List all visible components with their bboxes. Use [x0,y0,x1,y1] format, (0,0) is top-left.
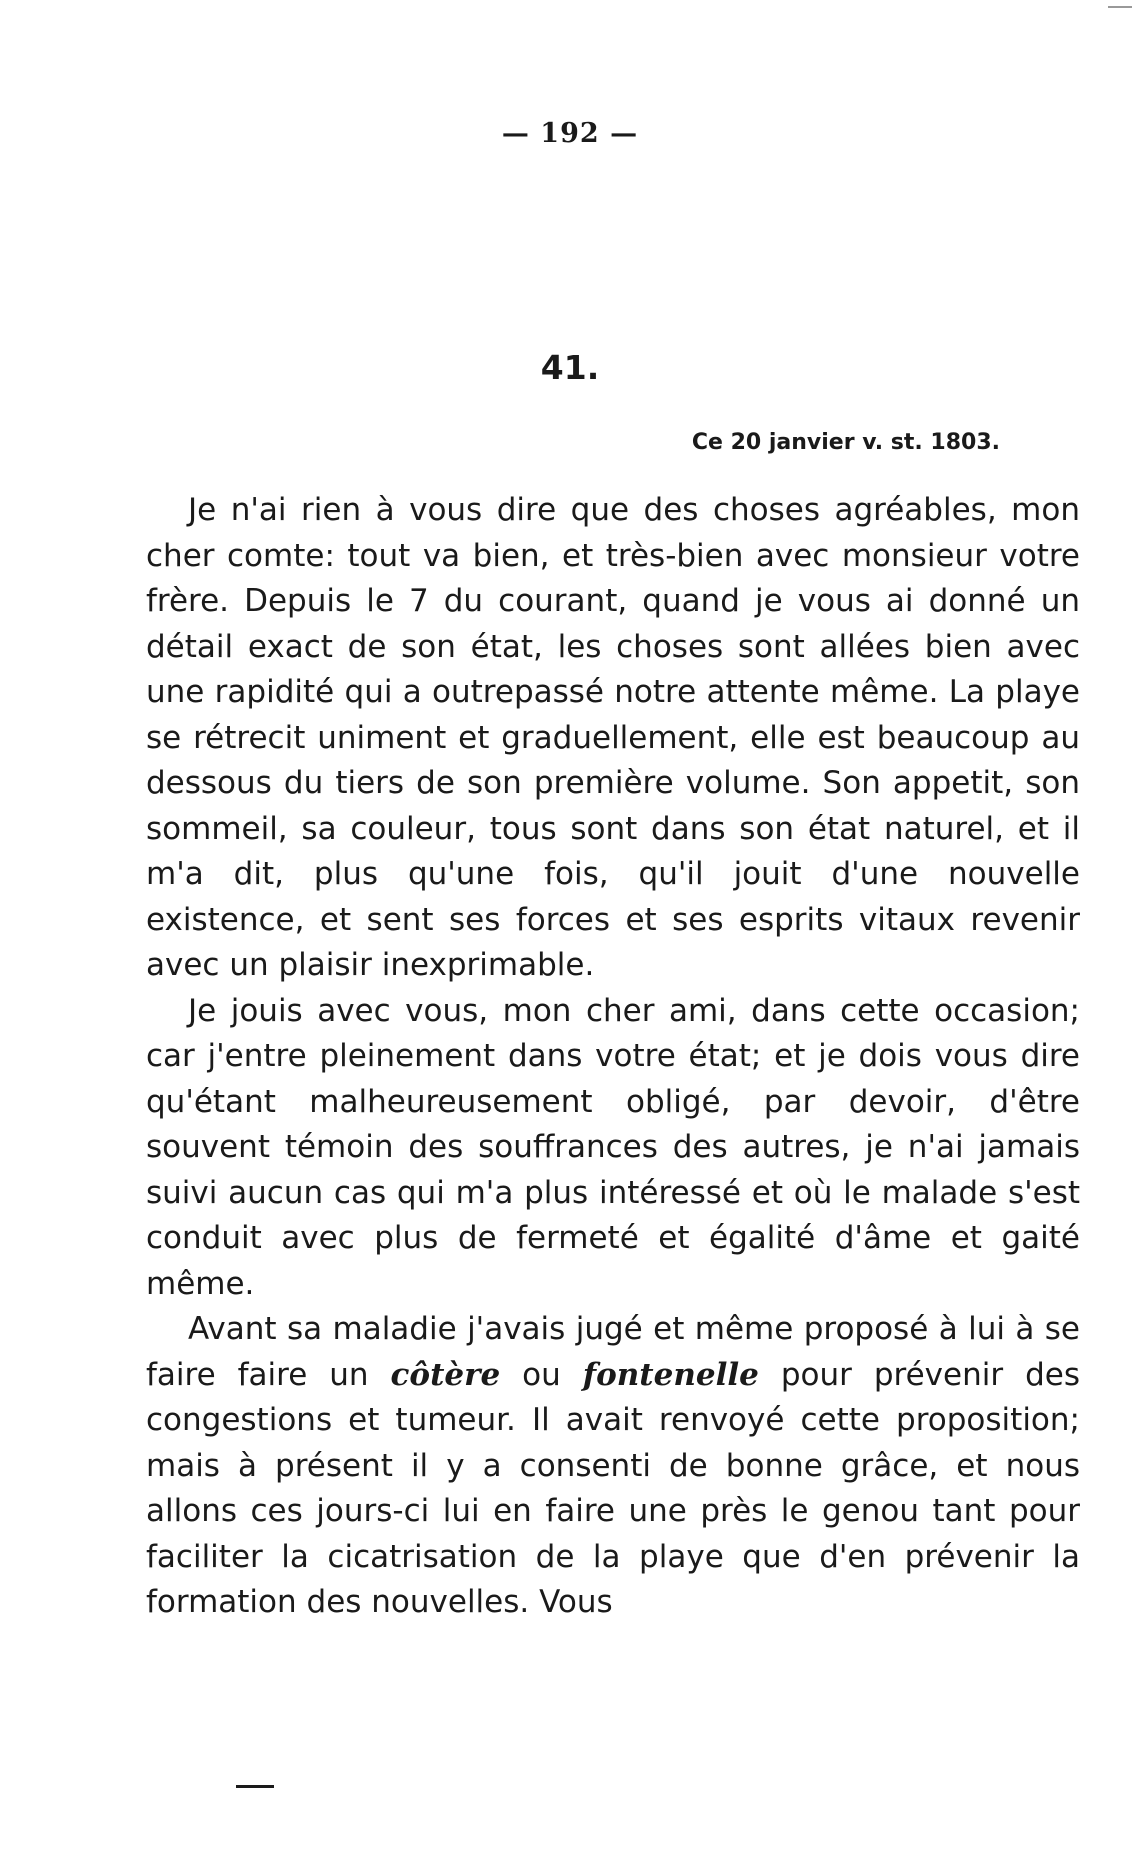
italic-term-fontenelle: fontenelle [582,1356,759,1393]
paragraph-2: Je jouis avec vous, mon cher ami, dans cette occasion; car j'entre pleinement dans votre état; et je dois vous dire qu'étant malheureusement obligé, par devoir, d'être souvent témoin des souffrances des autres, je n'ai jamais suivi aucun cas qui m'a plus intéressé et où le malade s'est conduit avec plus de fermeté et égalité d'âme et gaité même. [146,992,1080,1302]
letter-body [146,488,1080,1626]
italic-term-cotere: côtère [390,1356,501,1393]
paragraph-3 [146,1307,1080,1626]
page-number: — 192 — [501,118,639,149]
paragraph-3-part-2: ou [500,1356,583,1393]
paragraph-3-part-1: Avant sa maladie j'avais jugé et même proposé à lui à se faire faire un [146,1311,1080,1393]
scan-corner-mark [1108,6,1132,8]
printer-rule-mark [236,1785,274,1788]
letter-number: 41. [540,348,600,387]
letter-dateline: Ce 20 janvier v. st. 1803. [691,430,1000,455]
paragraph-3-part-3: pour prévenir des congestions et tumeur. Il avait renvoyé cette proposition; mais à présent il y a consenti de bonne grâce, et nous allons ces jours-ci lui en faire une près le genou tant pour faciliter la cicatrisation de la playe que d'en prévenir la formation des nouvelles. Vous [146,1356,1080,1620]
paragraph-1: Je n'ai rien à vous dire que des choses agréables, mon cher comte: tout va bien, et très-bien avec monsieur votre frère. Depuis le 7 du courant, quand je vous ai donné un détail exact de son état, les choses sont allées bien avec une rapidité qui a outrepassé notre attente même. La playe se rétrecit uniment et graduellement, elle est beaucoup au dessous du tiers de son première volume. Son appetit, son sommeil, sa couleur, tous sont dans son état naturel, et il m'a dit, plus qu'une fois, qu'il jouit d'une nouvelle existence, et sent ses forces et ses esprits vitaux revenir avec un plaisir inexprimable. [146,492,1080,983]
